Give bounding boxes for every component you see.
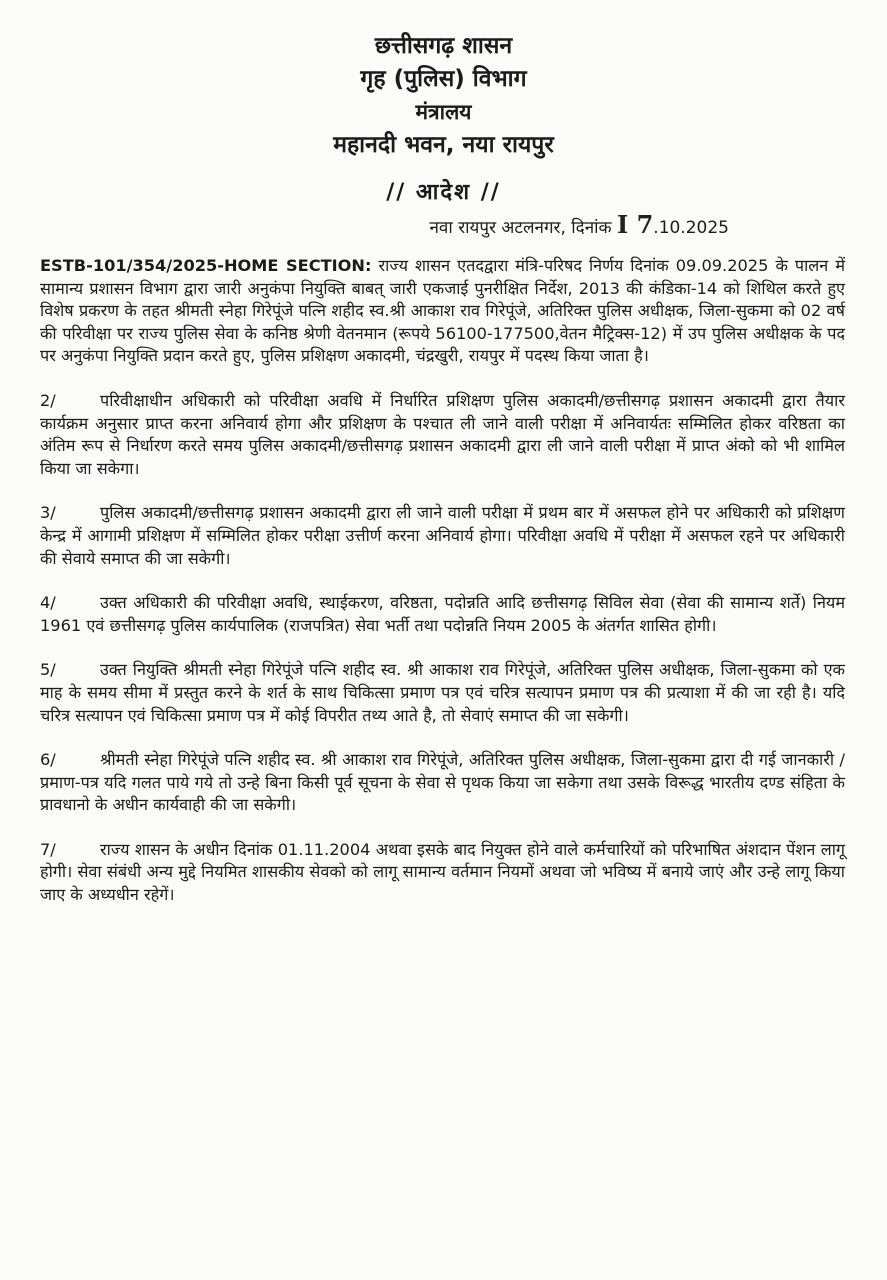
paragraph-2-text: परिवीक्षाधीन अधिकारी को परिवीक्षा अवधि में निर्धारित प्रशिक्षण पुलिस अकादमी/छत्तीसगढ़ प्रशासन अकादमी द्वारा तैयार कार्यक्रम अनुसार प्राप्त करना अनिवार्य होगा और प्रशिक्षण के पश्चात ली जाने वाली परीक्षा में अनिवार्यतः सम्मिलित होकर वरिष्ठता का अंतिम रूप से निर्धारण करते समय पुलिस अकादमी/छत्तीसगढ़ प्रशासन अकादमी द्वारा ली जाने वाली परीक्षा में प्राप्त अंको को भी शामिल किया जा सकेगा। — [40, 390, 845, 478]
paragraph-6-number: 6/ — [40, 750, 56, 770]
paragraph-3-text: पुलिस अकादमी/छत्तीसगढ़ प्रशासन अकादमी द्वारा ली जाने वाली परीक्षा में प्रथम बार में असफल होने पर अधिकारी को प्रशिक्षण केन्द्र में आगामी प्रशिक्षण में सम्मिलित होकर परीक्षा उत्तीर्ण करना अनिवार्य होगा। परिवीक्षा अवधि में परीक्षा में असफल रहने पर अधिकारी की सेवाये समाप्त की जा सकेगी। — [40, 503, 845, 568]
paragraph-1-text: राज्य शासन एतदद्वारा मंत्रि-परिषद निर्णय दिनांक 09.09.2025 के पालन में सामान्य प्रशासन विभाग द्वारा जारी अनुकंपा नियुक्ति बाबत् जारी एकजाई पुनरीक्षित निर्देश, 2013 की कंडिका-14 को शिथिल करते हुए विशेष प्रकरण के तहत श्रीमती स्नेहा गिरेपूंजे पत्नि शहीद स्व.श्री आकाश राव गिरेपूंजे, अतिरिक्त पुलिस अधीक्षक, जिला-सुकमा को 02 वर्ष की परिवीक्षा पर राज्य पुलिस सेवा के कनिष्ठ श्रेणी वेतनमान (रूपये 56100-177500,वेतन मैट्रिक्स-12) में उप पुलिस अधीक्षक के पद पर अनुकंपा नियुक्ति प्रदान करते हुए, पुलिस प्रशिक्षण अकादमी, चंद्रखुरी, रायपुर में पदस्थ किया जाता है। — [40, 256, 845, 366]
paragraph-4-text: उक्त अधिकारी की परिवीक्षा अवधि, स्थाईकरण, वरिष्ठता, पदोन्नति आदि छत्तीसगढ़ सिविल सेवा (सेवा की सामान्य शर्ते) नियम 1961 एवं छत्तीसगढ़ पुलिस कार्यपालिक (राजपत्रित) सेवा भर्ती तथा पदोन्नति नियम 2005 के अंतर्गत शासित होगी। — [40, 593, 845, 635]
paragraph-1 — [40, 255, 845, 368]
govt-name: छत्तीसगढ़ शासन — [374, 33, 513, 59]
paragraph-7-number: 7/ — [40, 839, 56, 859]
paragraph-6 — [40, 749, 845, 817]
order-body — [40, 255, 845, 929]
paragraph-3-number: 3/ — [40, 503, 56, 523]
paragraph-4 — [40, 592, 845, 637]
paragraph-3 — [40, 502, 845, 570]
paragraph-5-number: 5/ — [40, 660, 56, 680]
paragraph-5-text: उक्त नियुक्ति श्रीमती स्नेहा गिरेपूंजे पत्नि शहीद स्व. श्री आकाश राव गिरेपूंजे, अतिरिक्त पुलिस अधीक्षक, जिला-सुकमा को एक माह के समय सीमा में प्रस्तुत करने के शर्त के साथ चिकित्सा प्रमाण पत्र एवं चरित्र सत्यापन प्रमाण पत्र की प्रत्याशा में की जा रही है। यदि चरित्र सत्यापन एवं चिकित्सा प्रमाण पत्र में कोई विपरीत तथ्य आते है, तो सेवाएं समाप्त की जा सकेगी। — [40, 660, 845, 725]
paragraph-5 — [40, 659, 845, 727]
letterhead — [0, 0, 887, 206]
department-name: गृह (पुलिस) विभाग — [360, 66, 527, 92]
office-address: महानदी भवन, नया रायपुर — [333, 132, 554, 158]
order-title: // आदेश // — [386, 180, 501, 205]
ministry-name: मंत्रालय — [415, 100, 472, 124]
paragraph-2-number: 2/ — [40, 390, 56, 410]
date-month-year: .10.2025 — [653, 218, 729, 238]
paragraph-2 — [40, 390, 845, 480]
paragraph-4-number: 4/ — [40, 593, 56, 613]
paragraph-6-text: श्रीमती स्नेहा गिरेपूंजे पत्नि शहीद स्व. श्री आकाश राव गिरेपूंजे, अतिरिक्त पुलिस अधीक्षक, जिला-सुकमा द्वारा दी गई जानकारी /प्रमाण-पत्र यदि गलत पाये गये तो उन्हे बिना किसी पूर्व सूचना के सेवा से पृथक किया जा सकेगा तथा उसके विरूद्ध भारतीय दण्ड संहिता के प्रावधानो के अधीन कार्यवाही की जा सकेगी। — [40, 750, 845, 815]
place-and-date — [0, 208, 887, 245]
place-label: नवा रायपुर अटलनगर, दिनांक — [429, 218, 612, 238]
paragraph-7 — [40, 839, 845, 907]
handwritten-date-day: I 7 — [617, 210, 654, 239]
reference-number: ESTB-101/354/2025-HOME SECTION: — [40, 256, 372, 275]
paragraph-7-text: राज्य शासन के अधीन दिनांक 01.11.2004 अथवा इसके बाद नियुक्त होने वाले कर्मचारियों को परिभाषित अंशदान पेंशन लागू होगी। सेवा संबंधी अन्य मुद्दे नियमित शासकीय सेवको को लागू सामान्य वर्तमान नियमों अथवा जो भविष्य में बनाये जाएं और उन्हे लागू किया जाए के अध्यधीन रहेगें। — [40, 839, 845, 905]
